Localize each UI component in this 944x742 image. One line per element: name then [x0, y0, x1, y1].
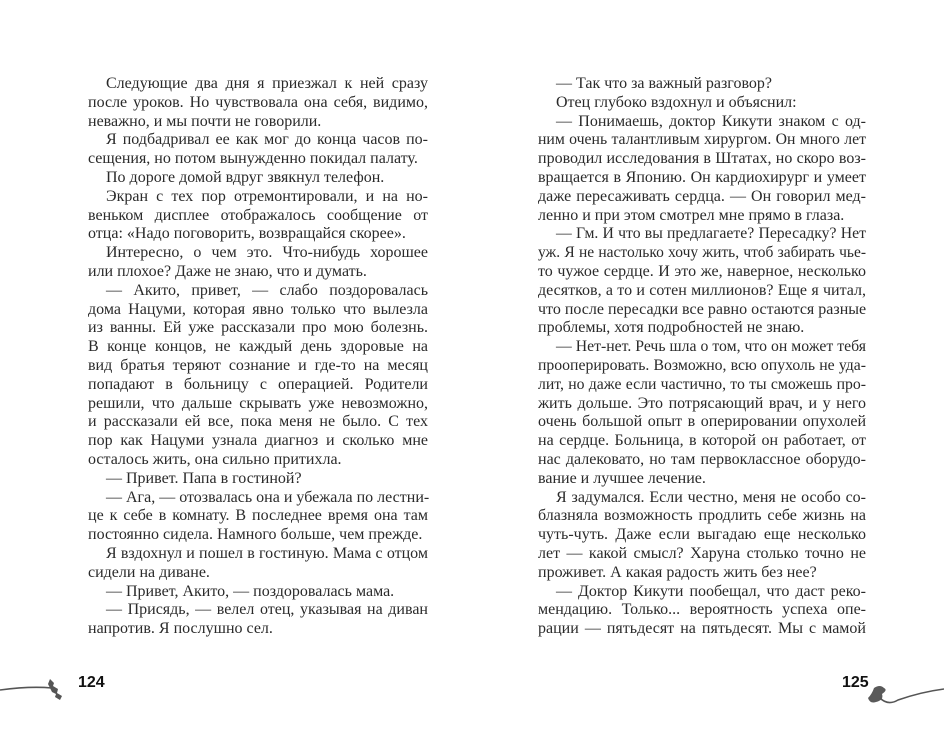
text-line: пор как Нацуми узнала диагноз и сколько мне [88, 432, 428, 450]
text-line: — Так что за важный разговор? [556, 75, 773, 92]
text-line: проводил исследования в Штатах, но скоро воз- [538, 150, 866, 168]
text-line: очень большой опыт в оперировании опухолей [538, 413, 866, 431]
text-line: после уроков. Но чувствовала она себя, видимо, [88, 93, 428, 111]
text-line: жить дольше. Это потрясающий врач, и у него [538, 394, 866, 412]
text-line: напротив. Я послушно сел. [88, 620, 273, 638]
text-line: Я вздохнул и пошел в гостиную. Мама с отцом [106, 544, 428, 562]
text-line: то чужое сердце. И это же, наверное, несколько [538, 262, 866, 280]
text-line: — Ага, — отозвалась она и убежала по лестни- [106, 488, 430, 506]
text-line: — Привет. Папа в гостиной? [106, 469, 302, 487]
text-line: осталось жить, она сильно притихла. [88, 450, 342, 468]
page-number-right: 125 [842, 674, 869, 691]
text-line: Следующие два дня я приезжал к ней сразу [106, 75, 428, 92]
text-line: мендацию. Только... вероятность успеха опе- [538, 601, 866, 619]
text-line: прооперировать. Возможно, всю опухоль не уда- [538, 356, 866, 374]
text-line: — Гм. И что вы предлагаете? Пересадку? Нет [556, 225, 866, 243]
text-line: Экран с тех пор отремонтировали, и на но- [106, 187, 428, 205]
text-line: уж. Я не настолько хочу жить, чтоб забирать чье- [538, 244, 866, 262]
leaf-ornament-right-icon [866, 680, 944, 720]
text-line: це к себе в комнату. В последнее время она там [88, 507, 428, 525]
text-line: сещения, но потом вынужденно покидал палату. [88, 150, 418, 168]
text-line: лет — какой смысл? Харуна столько точно не [538, 544, 866, 562]
text-line: — Понимаешь, доктор Кикути знаком с од- [556, 112, 866, 130]
text-line: проблемы, хотя подробностей не знаю. [538, 319, 805, 337]
text-line: нас далековато, но там первоклассное оборудо- [538, 450, 866, 468]
text-line: даже пересаживать сердца. — Он говорил мед- [538, 187, 866, 205]
text-line: что после пересадки все равно остаются разные [538, 300, 867, 318]
text-line: блазняла возможность продлить себе жизнь на [538, 507, 866, 525]
right-page-text [538, 75, 866, 639]
text-line: проживет. А какая радость жить без нее? [538, 563, 817, 581]
text-line: на сердце. Больница, в которой он работает, от [538, 432, 866, 450]
text-line: Я подбадривал ее как мог до конца часов по- [106, 131, 428, 149]
text-line: В конце концов, не каждый день здоровые на [88, 338, 428, 356]
text-line: чуть-чуть. Даже если выгадаю еще несколько [538, 526, 866, 544]
text-line: — Присядь, — велел отец, указывая на диван [106, 601, 428, 619]
text-line: отца: «Надо поговорить, возвращайся скорее». [88, 225, 406, 243]
leaf-ornament-left-icon [0, 670, 75, 710]
text-line: ним очень талантливым хирургом. Он много лет [538, 131, 866, 149]
text-line: сидели на диване. [88, 563, 210, 581]
text-line: постоянно сидела. Намного больше, чем прежде. [88, 526, 423, 544]
text-line: рации — пятьдесят на пятьдесят. Мы с мамой [538, 620, 866, 638]
text-line: неважно, и мы почти не говорили. [88, 112, 322, 130]
text-line: дома Нацуми, которая явно только что вылезла [88, 300, 428, 318]
text-line: ленно и при этом смотрел мне прямо в глаза. [538, 206, 845, 224]
text-line: — Акито, привет, — слабо поздоровалась [106, 281, 428, 299]
text-line: лит, но даже если частично, то ты сможешь про- [538, 375, 866, 393]
text-line: По дороге домой вдруг звякнул телефон. [106, 168, 385, 186]
text-line: десятков, а то и сотен миллионов? Еще я читал, [538, 281, 866, 299]
text-line: — Нет-нет. Речь шла о том, что он может тебя [556, 338, 866, 356]
text-line: из ванны. Ей уже рассказали про мою болезнь. [88, 319, 428, 337]
text-line: Отец глубоко вздохнул и объяснил: [556, 93, 797, 111]
left-page-text [88, 75, 428, 639]
text-line: вид братья теряют сознание и где-то на месяц [88, 356, 428, 374]
text-line: решили, что дальше скрывать уже невозможно, [88, 394, 428, 412]
text-line: или плохое? Даже не знаю, что и думать. [88, 262, 367, 280]
text-line: Интересно, о чем это. Что-нибудь хорошее [106, 244, 428, 262]
text-line: — Доктор Кикути пообещал, что даст реко- [556, 582, 866, 600]
text-line: попадают в больницу с операцией. Родители [88, 375, 428, 393]
text-line: и рассказали ей все, пока меня не было. С тех [88, 413, 428, 431]
text-line: вращается в Японию. Он кардиохирург и умеет [538, 168, 866, 186]
text-line: веньком дисплее отображалось сообщение от [88, 206, 428, 224]
text-line: Я задумался. Если честно, меня не особо со- [556, 488, 866, 506]
page-number-left: 124 [78, 674, 105, 691]
text-line: вание и лучшее лечение. [538, 469, 706, 487]
text-line: — Привет, Акито, — поздоровалась мама. [106, 582, 395, 600]
